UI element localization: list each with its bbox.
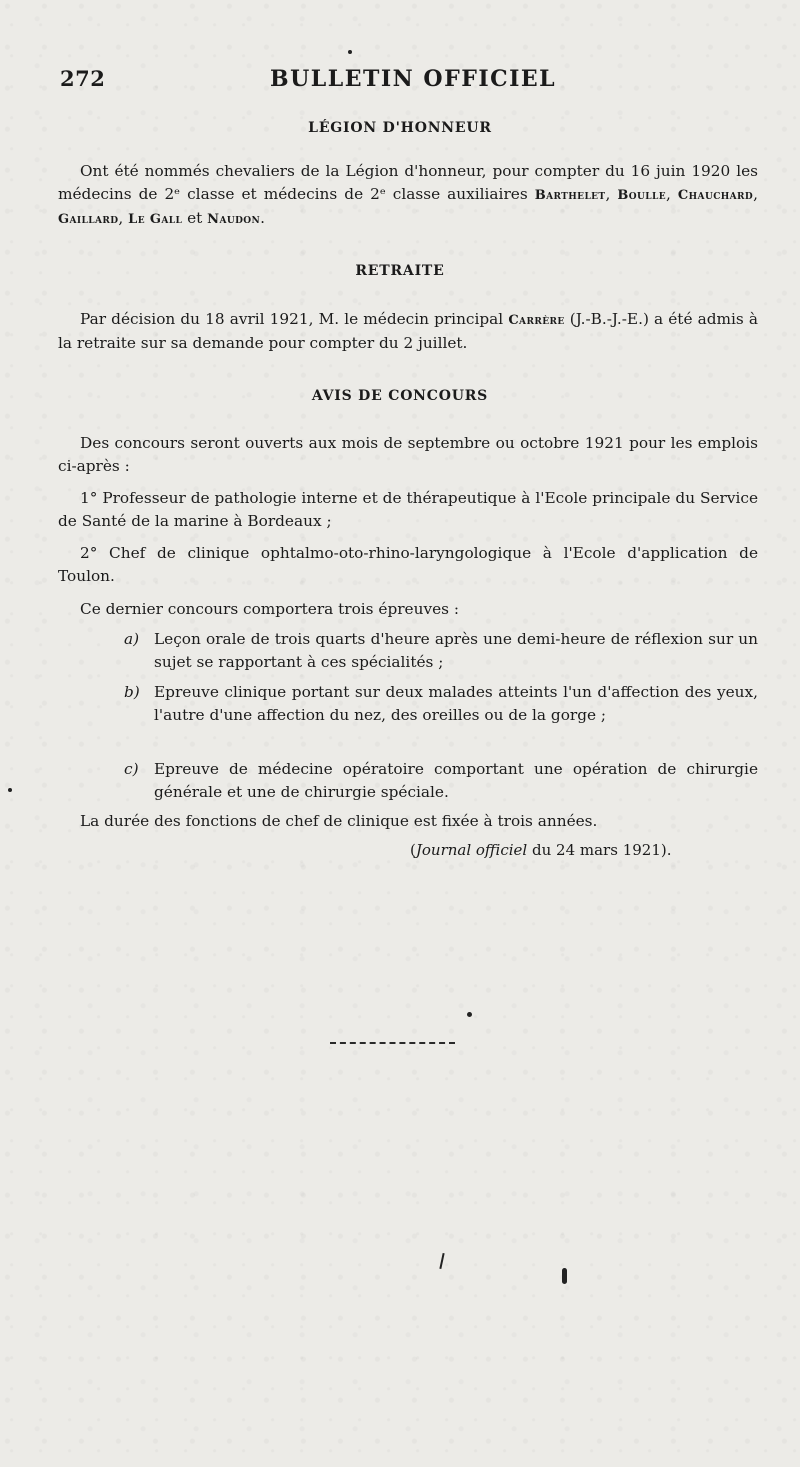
source-citation bbox=[410, 841, 672, 859]
epreuve-letter: c) bbox=[124, 760, 139, 778]
epreuve-text: Leçon orale de trois quarts d'heure après une demi-heure de réflexion sur un sujet se rapportant à ces spécialités ; bbox=[154, 630, 758, 671]
scan-speck bbox=[8, 788, 12, 792]
duree-paragraph: La durée des fonctions de chef de clinique est fixée à trois années. bbox=[80, 812, 598, 830]
separator: , bbox=[118, 209, 129, 227]
page-number: 272 bbox=[60, 66, 106, 91]
page-header bbox=[60, 66, 760, 100]
source-date: du 24 mars 1921). bbox=[527, 841, 672, 859]
scan-speck bbox=[467, 1012, 472, 1017]
end-rule bbox=[330, 1042, 455, 1044]
epreuve-letter: a) bbox=[124, 630, 140, 648]
scan-speck bbox=[562, 1268, 567, 1284]
paren-open: ( bbox=[410, 841, 416, 859]
name-gaillard: Gaillard bbox=[58, 212, 119, 227]
name-chauchard: Chauchard bbox=[677, 188, 754, 203]
section-title-legion: LÉGION D'HONNEUR bbox=[308, 120, 492, 136]
epreuve-text: Epreuve clinique portant sur deux malades atteints l'un d'affection des yeux, l'autre d'une affection du nez, des oreilles ou de la gorge ; bbox=[154, 683, 758, 724]
period: . bbox=[260, 209, 266, 227]
separator: , bbox=[666, 185, 678, 203]
concours-post-2: 2° Chef de clinique ophtalmo-oto-rhino-laryngologique à l'Ecole d'application de Toulon. bbox=[58, 544, 758, 585]
section-title-retraite: RETRAITE bbox=[355, 263, 445, 279]
name-barthelet: Barthelet bbox=[534, 188, 606, 203]
epreuve-text: Epreuve de médecine opératoire comportant une opération de chirurgie générale et une de chirurgie spéciale. bbox=[154, 760, 758, 801]
scan-speck bbox=[439, 1253, 444, 1269]
concours-post-1: 1° Professeur de pathologie interne et de thérapeutique à l'Ecole principale du Service de Santé de la marine à Bordeaux ; bbox=[58, 489, 758, 530]
section-title-concours: AVIS DE CONCOURS bbox=[311, 388, 489, 404]
source-journal: Journal officiel bbox=[415, 841, 528, 859]
epreuve-a bbox=[124, 628, 758, 674]
separator: , bbox=[605, 185, 618, 203]
name-carrere: Carrère bbox=[508, 313, 565, 328]
scan-speck bbox=[348, 50, 352, 54]
name-boulle: Boulle bbox=[617, 188, 667, 203]
epreuve-b bbox=[124, 681, 758, 727]
name-naudon: Naudon bbox=[207, 212, 261, 227]
retraite-paragraph bbox=[58, 308, 758, 355]
retraite-text-a: Par décision du 18 avril 1921, M. le médecin principal bbox=[80, 310, 509, 328]
legion-text: Ont été nommés chevaliers de la Légion d'honneur, pour compter du 16 juin 1920 les médecins de 2ᵉ classe et médecins de 2ᵉ classe auxiliaires bbox=[58, 162, 758, 203]
separator-and: et bbox=[182, 209, 208, 227]
separator: , bbox=[753, 185, 758, 203]
epreuves-intro: Ce dernier concours comportera trois épreuves : bbox=[80, 600, 460, 618]
epreuve-c bbox=[124, 758, 758, 804]
running-title: BULLETIN OFFICIEL bbox=[270, 66, 557, 92]
concours-intro: Des concours seront ouverts aux mois de septembre ou octobre 1921 pour les emplois ci-après : bbox=[58, 434, 758, 475]
legion-paragraph bbox=[58, 160, 758, 231]
epreuve-letter: b) bbox=[124, 683, 140, 701]
name-le-gall: Le Gall bbox=[128, 212, 183, 227]
retraite-text-b: (J.-B.-J.-E.) a été admis à la retraite sur sa demande pour compter du 2 juillet. bbox=[58, 310, 759, 352]
